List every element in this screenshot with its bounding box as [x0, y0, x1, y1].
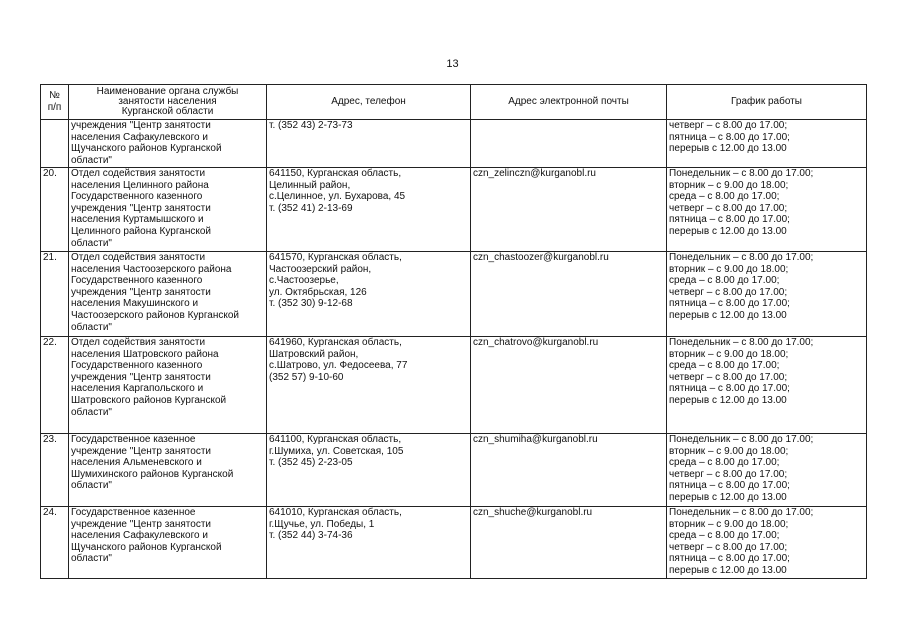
org-line: населения Шатровского района: [71, 348, 219, 360]
schedule-line: Понедельник – с 8.00 до 17.00;: [669, 252, 814, 263]
schedule-line: пятница – с 8.00 до 17.00;: [669, 131, 790, 143]
table-row: [41, 434, 867, 507]
address-line: Целинный район,: [269, 179, 351, 191]
schedule-line: Понедельник – с 8.00 до 17.00;: [669, 337, 814, 348]
schedule-line: перерыв с 12.00 до 13.00: [669, 225, 787, 237]
org-line: Шатровского районов Курганской: [71, 394, 227, 406]
schedule-line: четверг – с 8.00 до 17.00;: [669, 202, 788, 214]
row-schedule: [667, 252, 867, 337]
row-num: 20.: [41, 168, 69, 252]
schedule-line: Понедельник – с 8.00 до 17.00;: [669, 168, 814, 179]
org-line: области": [71, 553, 112, 565]
org-line: Целинного района Курганской: [71, 225, 211, 237]
schedule-line: пятница – с 8.00 до 17.00;: [669, 553, 790, 565]
org-line: Шумихинского районов Курганской: [71, 468, 234, 480]
address-line: 641960, Курганская область,: [269, 337, 402, 348]
schedule-line: вторник – с 9.00 до 18.00;: [669, 179, 789, 191]
row-schedule: [667, 337, 867, 434]
row-schedule: [667, 434, 867, 507]
org-line: Щучанского районов Курганской: [71, 143, 222, 155]
org-line: Государственного казенного: [71, 191, 203, 203]
org-line: Частоозерского районов Курганской: [71, 309, 239, 321]
org-line: Щучанского районов Курганской: [71, 541, 222, 553]
org-line: области": [71, 237, 112, 249]
org-line: населения Целинного района: [71, 179, 209, 191]
row-address: [267, 252, 471, 337]
schedule-line: четверг – с 8.00 до 17.00;: [669, 541, 788, 553]
row-num: 23.: [41, 434, 69, 507]
address-line: т. (352 30) 9-12-68: [269, 298, 353, 310]
header-num-line: п/п: [47, 102, 62, 113]
schedule-line: перерыв с 12.00 до 13.00: [669, 394, 787, 406]
row-schedule: [667, 120, 867, 168]
schedule-line: среда – с 8.00 до 17.00;: [669, 360, 780, 372]
org-line: населения Каргапольского и: [71, 383, 204, 395]
row-address: [267, 168, 471, 252]
header-org-line: Курганской области: [121, 106, 214, 117]
org-line: Отдел содействия занятости: [71, 168, 206, 179]
org-line: области": [71, 480, 112, 492]
row-address: [267, 337, 471, 434]
row-schedule: [667, 168, 867, 252]
row-email: czn_shuche@kurganobl.ru: [471, 507, 667, 579]
org-line: населения Сафакулевского и: [71, 131, 208, 143]
schedule-line: перерыв с 12.00 до 13.00: [669, 564, 787, 576]
address-line: т. (352 44) 3-74-36: [269, 530, 353, 542]
address-line: с.Частоозерье,: [269, 275, 339, 287]
row-address: [267, 434, 471, 507]
schedule-line: вторник – с 9.00 до 18.00;: [669, 518, 789, 530]
address-line: (352 57) 9-10-60: [269, 371, 344, 383]
address-line: 641010, Курганская область,: [269, 507, 402, 518]
header-org-line: Наименование органа службы: [96, 86, 239, 97]
address-line: 641570, Курганская область,: [269, 252, 402, 263]
org-line: учреждения "Центр занятости: [71, 371, 211, 383]
schedule-line: пятница – с 8.00 до 17.00;: [669, 298, 790, 310]
address-line: т. (352 41) 2-13-69: [269, 202, 353, 214]
row-schedule: [667, 507, 867, 579]
org-line: Государственного казенного: [71, 275, 203, 287]
header-schedule: График работы: [667, 85, 867, 120]
row-address: [267, 120, 471, 168]
row-org: [69, 337, 267, 434]
page-number: 13: [446, 58, 459, 70]
org-line: области": [71, 321, 112, 333]
row-num: [41, 120, 69, 168]
employment-offices-table: [40, 84, 867, 579]
schedule-line: вторник – с 9.00 до 18.00;: [669, 445, 789, 457]
schedule-line: среда – с 8.00 до 17.00;: [669, 191, 780, 203]
schedule-line: вторник – с 9.00 до 18.00;: [669, 263, 789, 275]
schedule-line: четверг – с 8.00 до 17.00;: [669, 468, 788, 480]
address-line: Шатровский район,: [269, 348, 359, 360]
table-row: [41, 507, 867, 579]
schedule-line: среда – с 8.00 до 17.00;: [669, 275, 780, 287]
org-line: населения Куртамышского и: [71, 214, 204, 226]
row-email: czn_zelinczn@kurganobl.ru: [471, 168, 667, 252]
address-line: с.Шатрово, ул. Федосеева, 77: [269, 360, 408, 372]
schedule-line: пятница – с 8.00 до 17.00;: [669, 214, 790, 226]
schedule-line: перерыв с 12.00 до 13.00: [669, 143, 787, 155]
address-line: с.Целинное, ул. Бухарова, 45: [269, 191, 406, 203]
row-email: [471, 120, 667, 168]
schedule-line: перерыв с 12.00 до 13.00: [669, 309, 787, 321]
row-org: [69, 507, 267, 579]
row-org: [69, 252, 267, 337]
schedule-line: вторник – с 9.00 до 18.00;: [669, 348, 789, 360]
schedule-line: перерыв с 12.00 до 13.00: [669, 491, 787, 503]
row-org: [69, 120, 267, 168]
schedule-line: среда – с 8.00 до 17.00;: [669, 457, 780, 469]
org-line: населения Сафакулевского и: [71, 530, 208, 542]
table-row: [41, 252, 867, 337]
address-line: т. (352 45) 2-23-05: [269, 457, 353, 469]
schedule-line: среда – с 8.00 до 17.00;: [669, 530, 780, 542]
org-line: учреждение "Центр занятости: [71, 518, 211, 530]
org-line: области": [71, 154, 112, 166]
org-line: учреждения "Центр занятости: [71, 120, 211, 131]
org-line: учреждения "Центр занятости: [71, 286, 211, 298]
row-email: czn_chastoozer@kurganobl.ru: [471, 252, 667, 337]
table-row: [41, 337, 867, 434]
schedule-line: четверг – с 8.00 до 17.00;: [669, 120, 788, 131]
org-line: населения Частоозерского района: [71, 263, 232, 275]
row-num: 24.: [41, 507, 69, 579]
address-line: г.Шумиха, ул. Советская, 105: [269, 445, 404, 457]
org-line: Отдел содействия занятости: [71, 252, 206, 263]
org-line: Государственного казенного: [71, 360, 203, 372]
row-address: [267, 507, 471, 579]
row-num: 21.: [41, 252, 69, 337]
org-line: учреждения "Центр занятости: [71, 202, 211, 214]
schedule-line: Понедельник – с 8.00 до 17.00;: [669, 434, 814, 445]
address-line: г.Щучье, ул. Победы, 1: [269, 518, 375, 530]
org-line: населения Альменевского и: [71, 457, 202, 469]
schedule-line: Понедельник – с 8.00 до 17.00;: [669, 507, 814, 518]
row-email: czn_chatrovo@kurganobl.ru: [471, 337, 667, 434]
table-row: [41, 168, 867, 252]
header-address: Адрес, телефон: [267, 85, 471, 120]
row-email: czn_shumiha@kurganobl.ru: [471, 434, 667, 507]
org-line: населения Макушинского и: [71, 298, 199, 310]
header-email: Адрес электронной почты: [471, 85, 667, 120]
row-org: [69, 168, 267, 252]
schedule-line: четверг – с 8.00 до 17.00;: [669, 371, 788, 383]
address-line: 641150, Курганская область,: [269, 168, 402, 179]
schedule-line: четверг – с 8.00 до 17.00;: [669, 286, 788, 298]
header-org-line: занятости населения: [118, 96, 217, 107]
schedule-line: пятница – с 8.00 до 17.00;: [669, 480, 790, 492]
schedule-line: пятница – с 8.00 до 17.00;: [669, 383, 790, 395]
header-num: [41, 85, 69, 120]
header-org: [69, 85, 267, 120]
address-line: 641100, Курганская область,: [269, 434, 402, 445]
address-line: ул. Октябрьская, 126: [269, 286, 367, 298]
header-num-line: №: [49, 90, 60, 102]
org-line: Государственное казенное: [71, 507, 196, 518]
address-line: Частоозерский район,: [269, 263, 372, 275]
org-line: Государственное казенное: [71, 434, 196, 445]
table-header-row: [41, 85, 867, 120]
row-num: 22.: [41, 337, 69, 434]
table-row: [41, 120, 867, 168]
row-org: [69, 434, 267, 507]
org-line: учреждение "Центр занятости: [71, 445, 211, 457]
address-line: т. (352 43) 2-73-73: [269, 120, 353, 131]
org-line: Отдел содействия занятости: [71, 337, 206, 348]
org-line: области": [71, 406, 112, 418]
